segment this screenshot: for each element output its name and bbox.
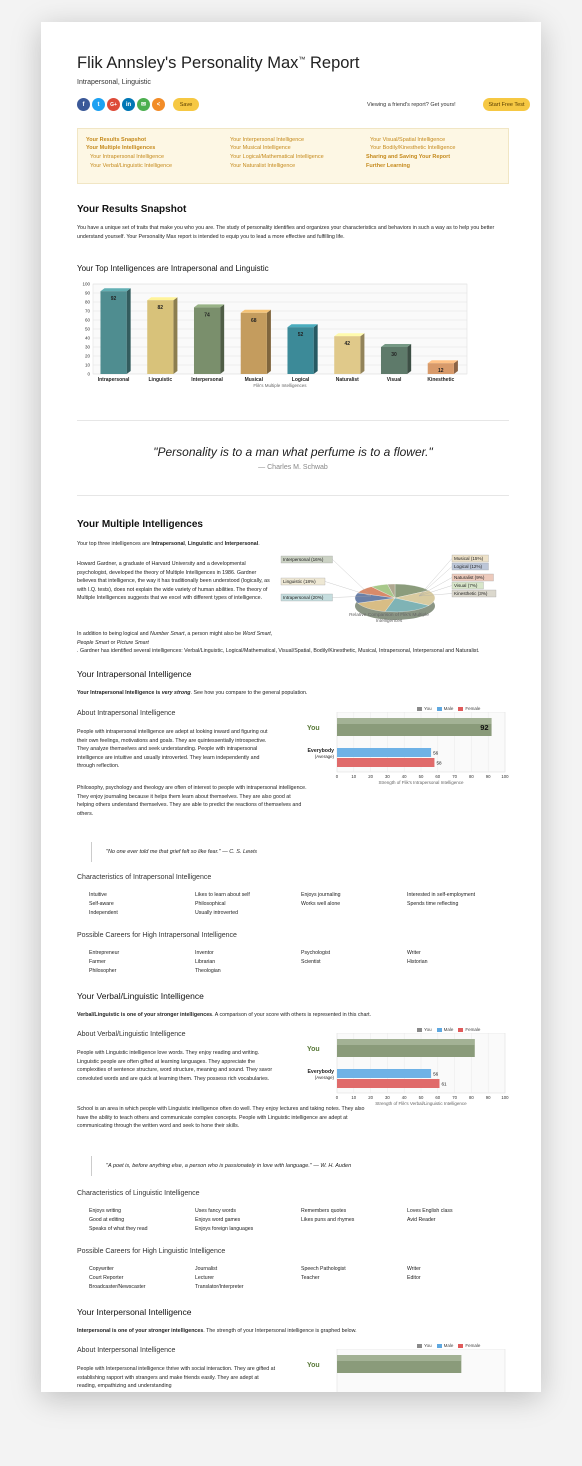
grid-item: Historian [407,959,428,965]
grid-item: Philosopher [89,968,117,974]
x-tick-label: 50 [418,1095,424,1100]
data-label: 74 [204,312,210,319]
data-label: 61 [441,1081,447,1087]
toc-link[interactable]: Further Learning [366,163,411,169]
bar-side [360,333,364,374]
y-tick-label: 0 [87,371,90,377]
bar-female [337,1079,439,1088]
x-tick-label: 10 [351,774,357,779]
page-title: Flik Annsley's Personality Max™ Report [77,54,360,72]
x-tick-label: 40 [401,774,407,779]
bar-side [267,310,271,374]
intrapersonal-strength-chart [277,712,509,822]
bar-you-highlight [337,718,492,724]
data-label: 58 [436,760,442,766]
chart-caption: Strength of Flik's Verbal/Linguistic Intelligence [375,1101,467,1106]
bar [147,300,173,374]
pull-quote: "A poet is, before anything else, a person who is passionately in love with language." — W. H. Auden [91,1156,351,1176]
interpersonal-strength-chart [277,1349,509,1392]
x-tick-label: 20 [368,1095,373,1100]
snapshot-paragraph: You have a unique set of traits that make you who you are. The study of personality identifies and organizes your characteristics and behaviors in such a way as to help you better understand yourself. Your Personality Max report is intended to equip you to lead a more effective and fulfilling life. [77,225,495,240]
data-label: 92 [480,723,489,732]
legend-male: Male [437,1343,454,1348]
y-tick-label: 70 [84,308,90,314]
x-tick-label: Logical [291,377,310,383]
data-label: 68 [251,317,257,324]
average-label: (Average) [314,1075,334,1080]
grid-item: Inventor [195,950,214,956]
ling-paragraph: People with Linguistic intelligence love words. They enjoy reading and writing. Linguistic people are often gifted at learning languages. They appreciate the complexities of sentence structure, word structure, meaning and sound. They savor convoluted words and are quick at learning them. They possess rich vocabularies. [77,1050,273,1082]
report-page [41,22,541,1392]
average-label: (Average) [314,754,334,759]
y-tick-label: 100 [82,281,90,287]
twitter-icon[interactable]: t [92,98,105,111]
bar-male [337,748,431,757]
grid-item: Scientist [301,959,321,965]
linguistic-strength-chart [277,1033,509,1143]
quote-text: "Personality is to a man what perfume is to a flower." [153,445,433,459]
x-tick-label: Intrapersonal [97,377,130,383]
grid-item: Lecturer [195,1275,215,1281]
grid-item: Writer [407,950,421,956]
toc-link[interactable]: Your Visual/Spatial Intelligence [370,137,446,143]
toc-link[interactable]: Your Intrapersonal Intelligence [90,154,165,160]
grid-item: Enjoys writing [89,1208,122,1214]
section-heading: Your Interpersonal Intelligence [77,1307,192,1317]
ling-paragraph: School is an area in which people with Linguistic intelligence often do well. They enjoy lectures and taking notes. They also have the ability to teach others and communicate complex concepts. People with Linguistic intelligence are adept at communicating through the written word and seek to hone their skills. [77,1106,365,1129]
chart-legend [417,1027,480,1032]
x-tick-label: 40 [401,1095,407,1100]
share-icon[interactable]: < [152,98,165,111]
grid-item: Speaks of what they read [89,1226,148,1232]
grid-item: Interested in self-employment [407,892,476,898]
legend-you: You [417,1027,432,1032]
bar-top [100,288,130,291]
data-label: 12 [438,368,444,375]
section-heading: Your Results Snapshot [77,204,187,215]
pie-label: Intrapersonal (20%) [283,595,324,600]
grid-item: Enjoys word games [195,1217,241,1223]
you-label: You [307,1362,320,1369]
divider [77,420,509,421]
grid-item: Enjoys journaling [301,892,341,898]
pie-label: Logical (12%) [454,564,483,569]
grid-item: Loves English class [407,1208,453,1214]
intra-lead: Your Intrapersonal Intelligence is very strong. See how you compare to the general population. [77,690,308,696]
x-tick-label: Interpersonal [191,377,223,383]
bar-top [241,310,271,313]
x-tick-label: Linguistic [148,377,173,383]
grid-item: Good at editing [89,1217,125,1223]
grid-item: Copywriter [89,1266,114,1272]
y-tick-label: 80 [84,299,90,305]
x-tick-label: 80 [469,774,474,779]
x-tick-label: 90 [485,1095,491,1100]
bar-side [173,297,177,374]
grid-item: Independent [89,910,118,916]
legend-female: Female [458,1343,480,1348]
bar-side [407,344,411,374]
section-heading: Your Verbal/Linguistic Intelligence [77,991,204,1001]
grid-item: Librarian [195,959,216,965]
top-three-text: Your top three intelligences are Intrapersonal, Linguistic and Interpersonal. [77,541,260,547]
grid-item: Usually introverted [195,910,238,916]
bar-side [220,304,224,374]
grid-item: Translator/Interpreter [195,1284,244,1290]
subheading: About Verbal/Linguistic Intelligence [77,1031,186,1038]
grid-item: Psychologist [301,950,331,956]
data-label: 82 [157,305,164,312]
x-tick-label: Naturalist [335,377,359,383]
pie-leader [325,582,371,597]
everybody-label: Everybody [307,1069,334,1075]
data-label: 56 [433,750,439,756]
subheading: Possible Careers for High Intrapersonal Intelligence [77,932,237,939]
chart-caption: Strength of Flik's Intrapersonal Intelligence [378,780,464,785]
y-tick-label: 40 [84,335,90,341]
chart-title: Your Top Intelligences are Intrapersonal and Linguistic [77,264,269,273]
bar-top [334,333,364,336]
pie-label: Linguistic (18%) [283,579,316,584]
inter-lead: Interpersonal is one of your stronger intelligences. The strength of your Interpersonal intelligence is graphed below. [77,1328,357,1334]
grid-item: Enjoys foreign languages [195,1226,254,1232]
y-tick-label: 10 [84,362,90,368]
email-icon[interactable]: ✉ [137,98,150,111]
grid-item: Likes puns and rhymes [301,1217,355,1223]
x-tick-label: 100 [501,1095,509,1100]
everybody-label: Everybody [307,748,334,754]
bar-top [428,360,458,363]
data-label: 42 [344,341,351,348]
linkedin-icon[interactable]: in [122,98,135,111]
data-label: 92 [110,296,117,303]
grid-item: Avid Reader [407,1217,436,1223]
grid-item: Philosophical [195,901,226,907]
y-tick-label: 60 [84,317,90,323]
grid-item: Writer [407,1266,421,1272]
grid-item: Editor [407,1275,421,1281]
x-tick-label: 50 [418,774,424,779]
grid-item: Teacher [301,1275,320,1281]
grid-item: Broadcaster/Newscaster [89,1284,146,1290]
inter-paragraph: People with Interpersonal intelligence thrive with social interaction. They are gifted at establishing rapport with strangers and make friends easily. They are adept at reading, empathizing and understanding [77,1366,276,1389]
x-tick-label: 70 [452,1095,457,1100]
legend-female: Female [458,1027,480,1032]
toc-link[interactable]: Sharing and Saving Your Report [366,154,451,160]
table-of-contents [77,128,509,184]
ling-lead: Verbal/Linguistic is one of your stronger intelligences. A comparison of your score with others is represented in this chart. [77,1012,372,1018]
grid-item: Farmer [89,959,106,965]
you-label: You [307,725,320,732]
grid-item: Intuitive [89,892,107,898]
toc-link[interactable]: Your Logical/Mathematical Intelligence [230,154,324,160]
pie-label: Interpersonal (16%) [283,557,324,562]
grid-item: Self-aware [89,901,114,907]
x-tick-label: Visual [386,377,402,383]
quote-author: — Charles M. Schwab [258,464,328,471]
pie-label: Visual (7%) [454,583,478,588]
toc-link[interactable]: Your Multiple Intelligences [86,145,156,151]
bar-top [194,304,224,307]
grid-item: Remembers quotes [301,1208,347,1214]
y-tick-label: 50 [84,326,90,332]
subheading: Possible Careers for High Linguistic Intelligence [77,1248,226,1255]
subheading: Characteristics of Intrapersonal Intelligence [77,874,212,881]
x-tick-label: 60 [435,774,441,779]
pie-leader [333,560,372,597]
bar-side [314,324,318,374]
pie-leader [419,567,452,597]
x-tick-label: 30 [385,1095,390,1100]
bar-top [287,324,317,327]
friend-report-text: Viewing a friend's report? Get yours! [367,102,456,108]
y-tick-label: 90 [84,290,90,296]
bar-you-highlight [337,1355,461,1361]
legend-you: You [417,706,432,711]
data-label: 30 [391,352,397,358]
toc-link[interactable]: Your Verbal/Linguistic Intelligence [90,163,173,169]
grid-item: Court Reporter [89,1275,124,1281]
grid-item: Uses fancy words [195,1208,236,1214]
x-tick-label: 60 [435,1095,441,1100]
data-label: 52 [297,332,304,339]
grid-item: Speech Pathologist [301,1266,346,1272]
pull-quote: "No one ever told me that grief felt so like fear." — C. S. Lewis [91,842,257,862]
toc-link[interactable]: Your Results Snapshot [86,137,147,143]
smart-paragraph-cont: . Gardner has identified several intelligences: Verbal/Linguistic, Logical/Mathematical, Visual/Spatial, Bodily/Kinesthetic, Musical, Intrapersonal, Interpersonal and Naturalist. [77,648,480,654]
x-tick-label: 70 [452,774,457,779]
gardner-paragraph: Howard Gardner, a graduate of Harvard University and a developmental psychologist, developed the theory of Multiple Intelligences in 1986. Gardner believes that intelligence, the way it has traditionally been understood (logically, as with I.Q. tests), does not explain the wide variety of human abilities. The theory of Multiple Intelligences suggests that we excel with different types of intelligence. [77,561,270,601]
intra-paragraph: Philosophy, psychology and theology are often of interest to people with intrapersonal intelligence. They enjoy journaling because it helps them learn about themselves. They are also good at helping others understand themselves. They are able to predict the reactions of themselves and others. [77,785,307,817]
chart-legend [417,706,480,711]
legend-you: You [417,1343,432,1348]
subheading: Characteristics of Linguistic Intelligence [77,1190,200,1197]
grid-item: Likes to learn about self [195,892,250,898]
section-heading: Your Intrapersonal Intelligence [77,669,192,679]
grid-item: Theologian [195,968,221,974]
pie-leader [419,578,452,597]
pie-label: Kinesthetic (3%) [454,591,488,596]
x-tick-label: 100 [501,774,509,779]
divider [77,495,509,496]
grid-item: Spends time reflecting [407,901,459,907]
x-tick-label: 0 [335,774,339,779]
x-tick-label: 30 [385,774,390,779]
you-label: You [307,1046,320,1053]
section-heading: Your Multiple Intelligences [77,519,203,530]
pie-label: Naturalist (9%) [454,575,485,580]
bar-side [127,288,131,374]
grid-item: Works well alone [301,901,341,907]
legend-male: Male [437,706,454,711]
smart-paragraph: In addition to being logical and Number Smart, a person might also be Word Smart, People Smart or Picture Smart [77,631,273,646]
toc-link[interactable]: Your Naturalist Intelligence [230,163,296,169]
pie-label: Musical (15%) [454,556,484,561]
x-tick-label: 90 [485,774,491,779]
pie-leader [419,559,452,597]
toc-link[interactable]: Your Interpersonal Intelligence [230,137,305,143]
bar-male [337,1069,431,1078]
x-tick-label: 20 [368,774,373,779]
googleplus-icon[interactable]: G+ [107,98,120,111]
legend-male: Male [437,1027,454,1032]
grid-item: Entrepreneur [89,950,120,956]
x-tick-label: Kinesthetic [427,377,455,383]
intra-paragraph: People with intrapersonal intelligence are adept at looking inward and figuring out their own feelings, motivations and goals. They are quintessentially introspective. They analyze themselves and seek understanding. People with intrapersonal intelligence are intuitive and usually introverted. They learn independently and through reflection. [77,729,268,769]
pie-caption: Relative Comparison of Flik's Multiple Intelligences [349,613,429,624]
x-tick-label: 10 [351,1095,357,1100]
toc-link[interactable]: Your Musical Intelligence [230,145,291,151]
y-tick-label: 30 [84,344,90,350]
data-label: 56 [433,1071,439,1077]
bar-female [337,758,434,767]
share-bar [77,98,199,111]
x-tick-label: 0 [335,1095,339,1100]
bar [100,291,126,374]
bar-top [147,297,177,300]
page-subtitle: Intrapersonal, Linguistic [77,79,151,86]
start-free-test-button[interactable]: Start Free Test [483,98,530,111]
facebook-icon[interactable]: f [77,98,90,111]
y-tick-label: 20 [84,353,90,359]
grid-item: Journalist [195,1266,218,1272]
chart-legend [417,1343,480,1348]
subheading: About Intrapersonal Intelligence [77,710,176,717]
toc-link[interactable]: Your Bodily/Kinesthetic Intelligence [370,145,456,151]
subheading: About Interpersonal Intelligence [77,1347,176,1354]
x-tick-label: Musical [244,377,263,383]
bar-you-highlight [337,1039,475,1045]
legend-female: Female [458,706,480,711]
x-tick-label: 80 [469,1095,474,1100]
x-axis-label: Flik's Multiple Intelligences [253,383,307,388]
intelligences-bar-chart [77,278,509,390]
bar-top [381,344,411,347]
save-button[interactable]: Save [173,98,199,111]
